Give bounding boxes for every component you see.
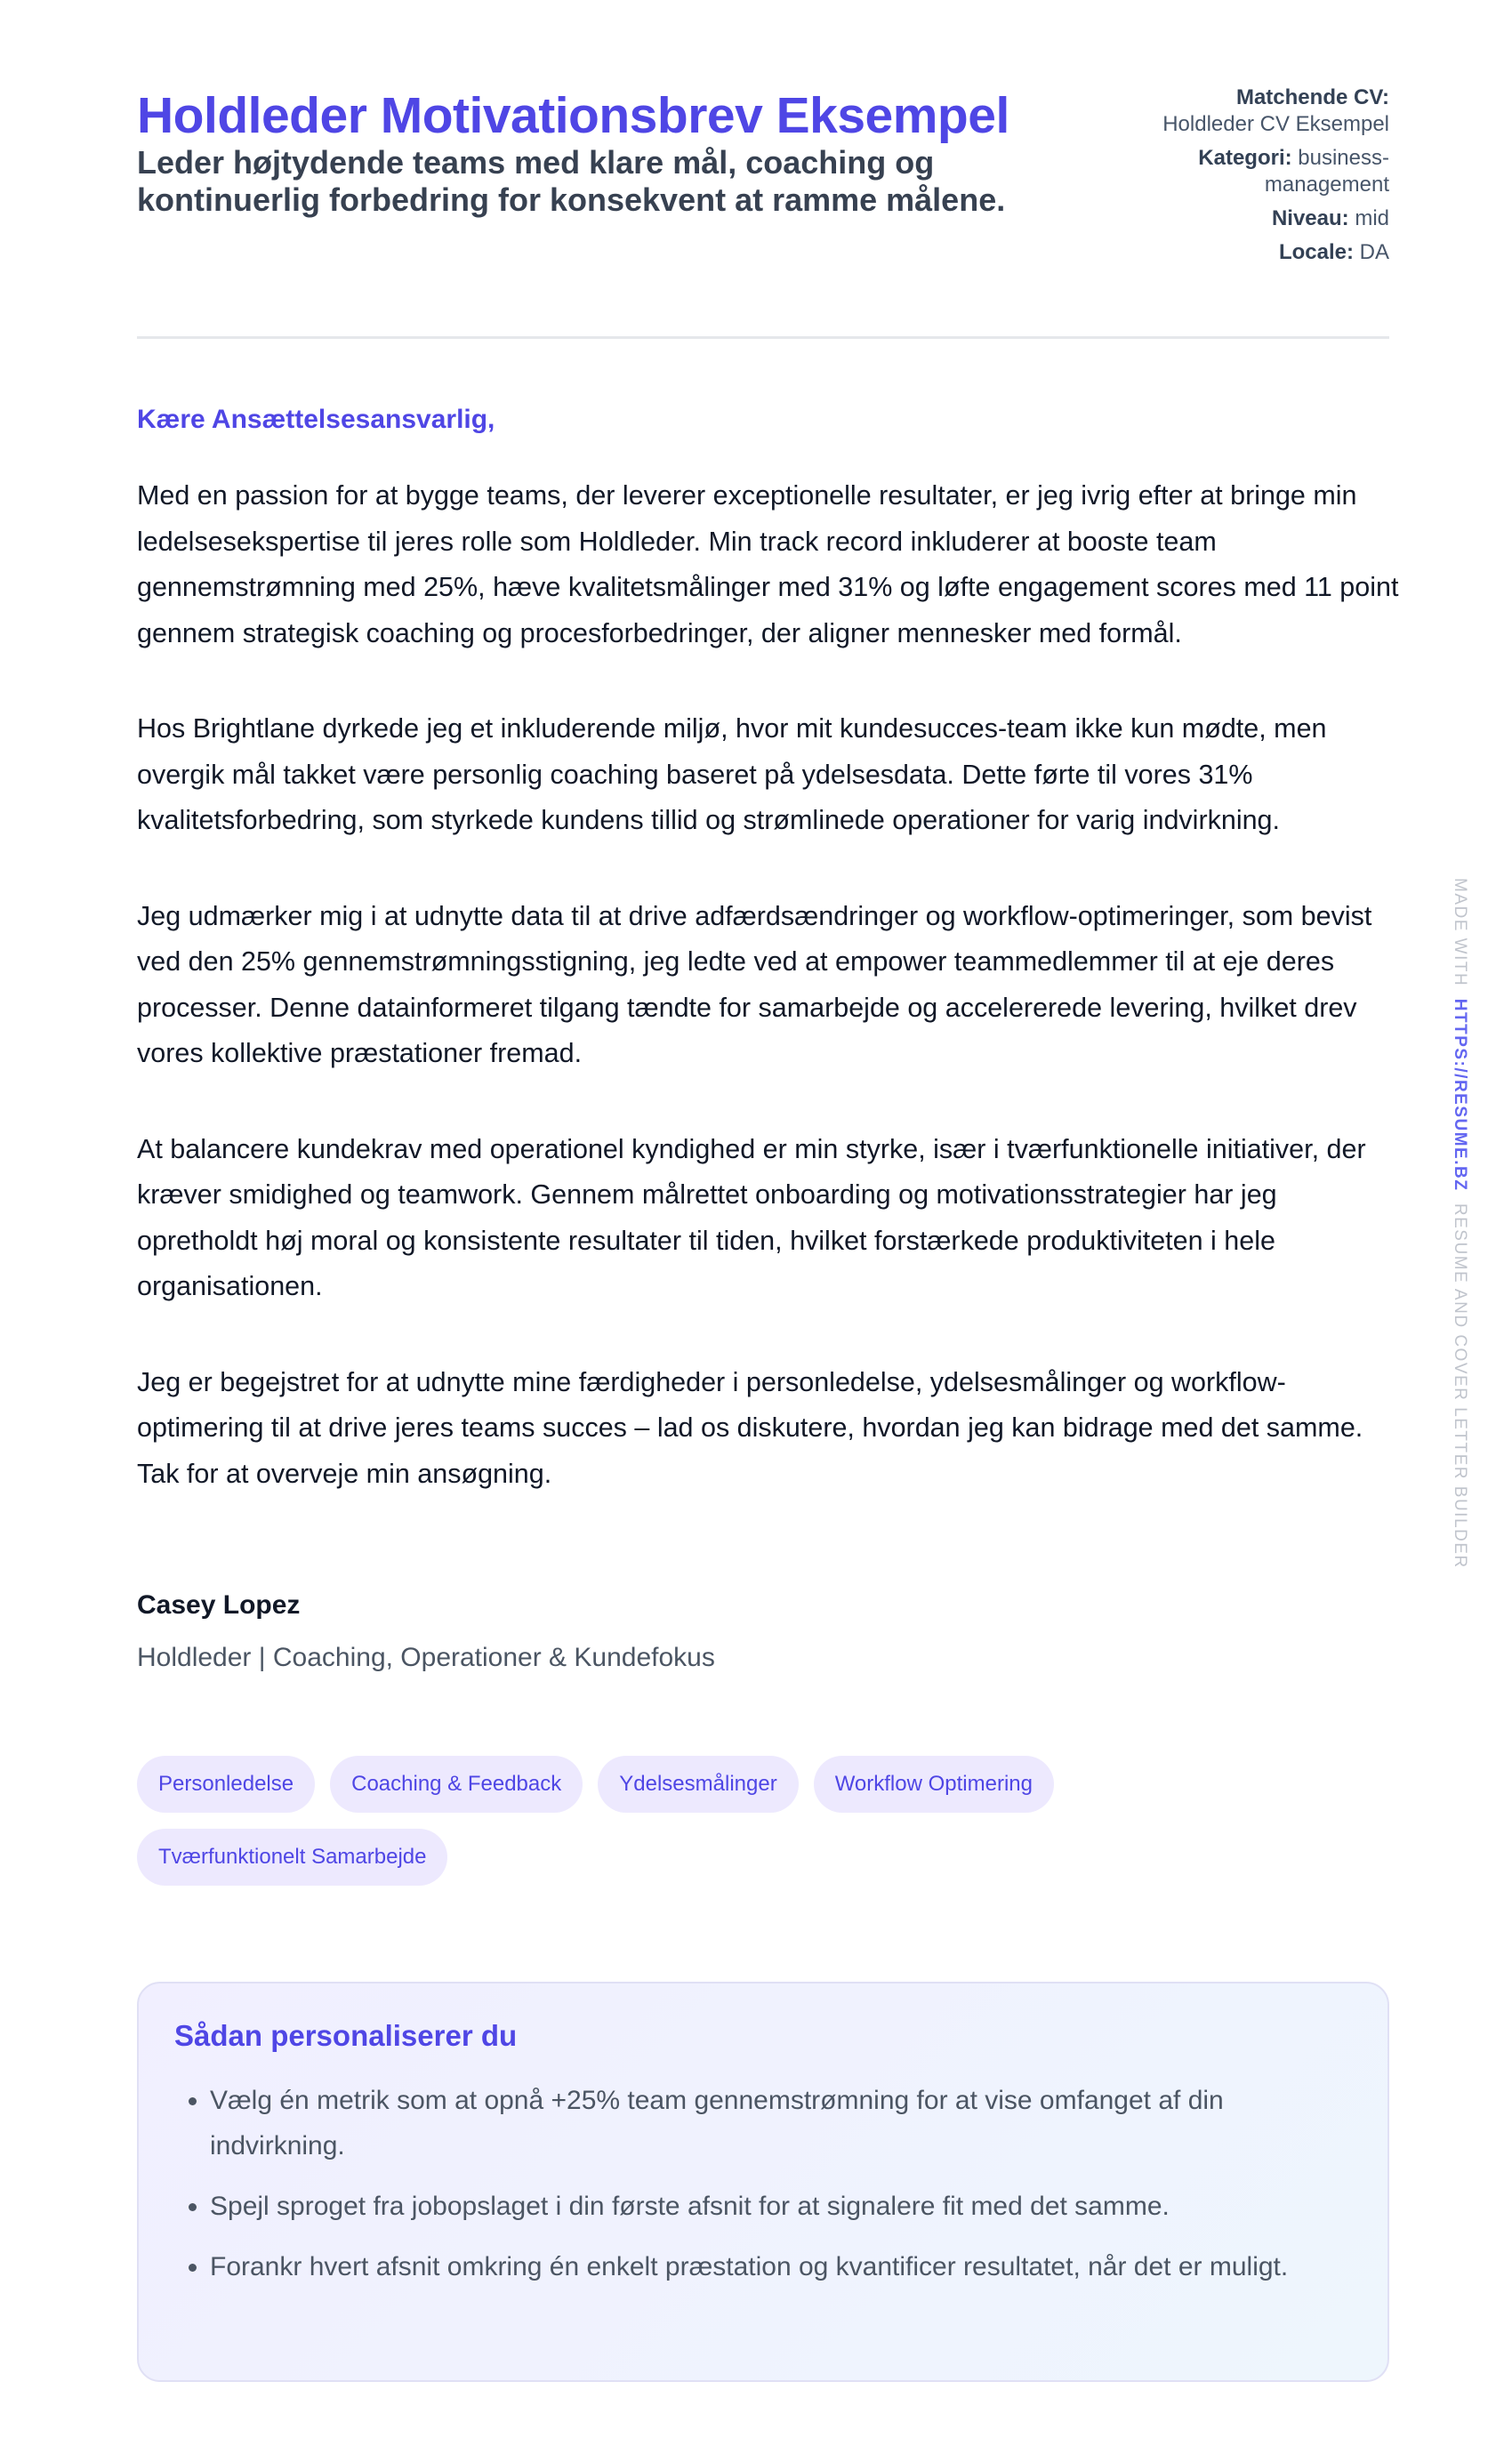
skill-tag: Coaching & Feedback bbox=[330, 1756, 583, 1813]
tip-item: • Forankr hvert afsnit omkring én enkelt præstation og kvantificer resultatet, når det er muligt. bbox=[210, 2244, 1352, 2289]
meta-level: Niveau: mid bbox=[1271, 206, 1389, 230]
signature-role: Holdleder | Coaching, Operationer & Kundefokus bbox=[137, 1643, 715, 1672]
watermark-link[interactable]: HTTPS://RESUME.BZ bbox=[1451, 998, 1469, 1192]
tips-list bbox=[174, 2078, 1352, 2289]
tip-item: • Spejl sproget fra jobopslaget i din første afsnit for at signalere fit med det samme. bbox=[210, 2184, 1352, 2229]
personalization-tips bbox=[137, 1982, 1389, 2382]
page-title: Holdleder Motivationsbrev Eksempel bbox=[137, 87, 1009, 144]
paragraph: At balancere kundekrav med operationel kyndighed er min styrke, især i tværfunktionelle initiativer, der kræver smidighed og teamwork. Gennem målrettet onboarding og motivationsstrategier har jeg opretholdt høj moral og konsistente resultater til tiden, hvilket forstærkede produktiviteten i hele organisationen. bbox=[137, 1133, 1366, 1301]
paragraph: Jeg udmærker mig i at udnytte data til at drive adfærdsændringer og workflow-optimeringer, som bevist ved den 25% gennemstrømningsstigning, jeg ledte ved at empower teammedlemmer til at eje deres processer. Denne datainformeret tilgang tændte for samarbejde og accelererede levering, hvilket drev vores kollektive præstationer fremad. bbox=[137, 900, 1372, 1068]
page-subtitle: Leder højtydende teams med klare mål, coaching og kontinuerlig forbedring for konsekvent at ramme målene. bbox=[137, 144, 1006, 218]
skill-tag: Ydelsesmålinger bbox=[598, 1756, 798, 1813]
cover-letter-page bbox=[137, 0, 1399, 2281]
greeting: Kære Ansættelsesansvarlig, bbox=[137, 405, 495, 434]
tips-heading: Sådan personaliserer du bbox=[174, 2019, 518, 2052]
paragraph: Hos Brightlane dyrkede jeg et inkluderende miljø, hvor mit kundesucces-team ikke kun mødte, men overgik mål takket være personlig coaching baseret på ydelsesdata. Dette førte til vores 31% kvalitetsforbedring, som styrkede kundens tillid og strømlinede operationer for varig indvirkning. bbox=[137, 713, 1327, 835]
skill-tags bbox=[137, 1756, 1293, 1886]
meta-matching-cv: Matchende CV: Holdleder CV Eksempel bbox=[1162, 85, 1389, 136]
meta-locale: Locale: DA bbox=[1278, 240, 1389, 264]
paragraph: Jeg er begejstret for at udnytte mine færdigheder i personledelse, ydelsesmålinger og workflow-optimering til at drive jeres teams succes – lad os diskutere, hvordan jeg kan bidrage med det samme. Tak for at overveje min ansøgning. bbox=[137, 1366, 1363, 1489]
letter-body bbox=[137, 473, 1400, 1547]
meta-info bbox=[1158, 84, 1389, 273]
skill-tag: Personledelse bbox=[137, 1756, 315, 1813]
meta-category: Kategori: business-management bbox=[1198, 146, 1389, 197]
tip-item: • Vælg én metrik som at opnå +25% team gennemstrømning for at vise omfanget af din indvirkning. bbox=[210, 2078, 1352, 2168]
skill-tag: Tværfunktionelt Samarbejde bbox=[137, 1829, 447, 1886]
header bbox=[137, 0, 1389, 339]
watermark: MADE WITH HTTPS://RESUME.BZ RESUME AND COVER LETTER BUILDER bbox=[1451, 878, 1469, 1569]
signature-name: Casey Lopez bbox=[137, 1590, 301, 1620]
skill-tag: Workflow Optimering bbox=[814, 1756, 1054, 1813]
paragraph: Med en passion for at bygge teams, der leverer exceptionelle resultater, er jeg ivrig efter at bringe min ledelsesekspertise til jeres rolle som Holdleder. Min track record inkluderer at booste team gennemstrømning med 25%, hæve kvalitetsmålinger med 31% og løfte engagement scores med 11 point gennem strategisk coaching og procesforbedringer, der aligner mennesker med formål. bbox=[137, 480, 1399, 648]
